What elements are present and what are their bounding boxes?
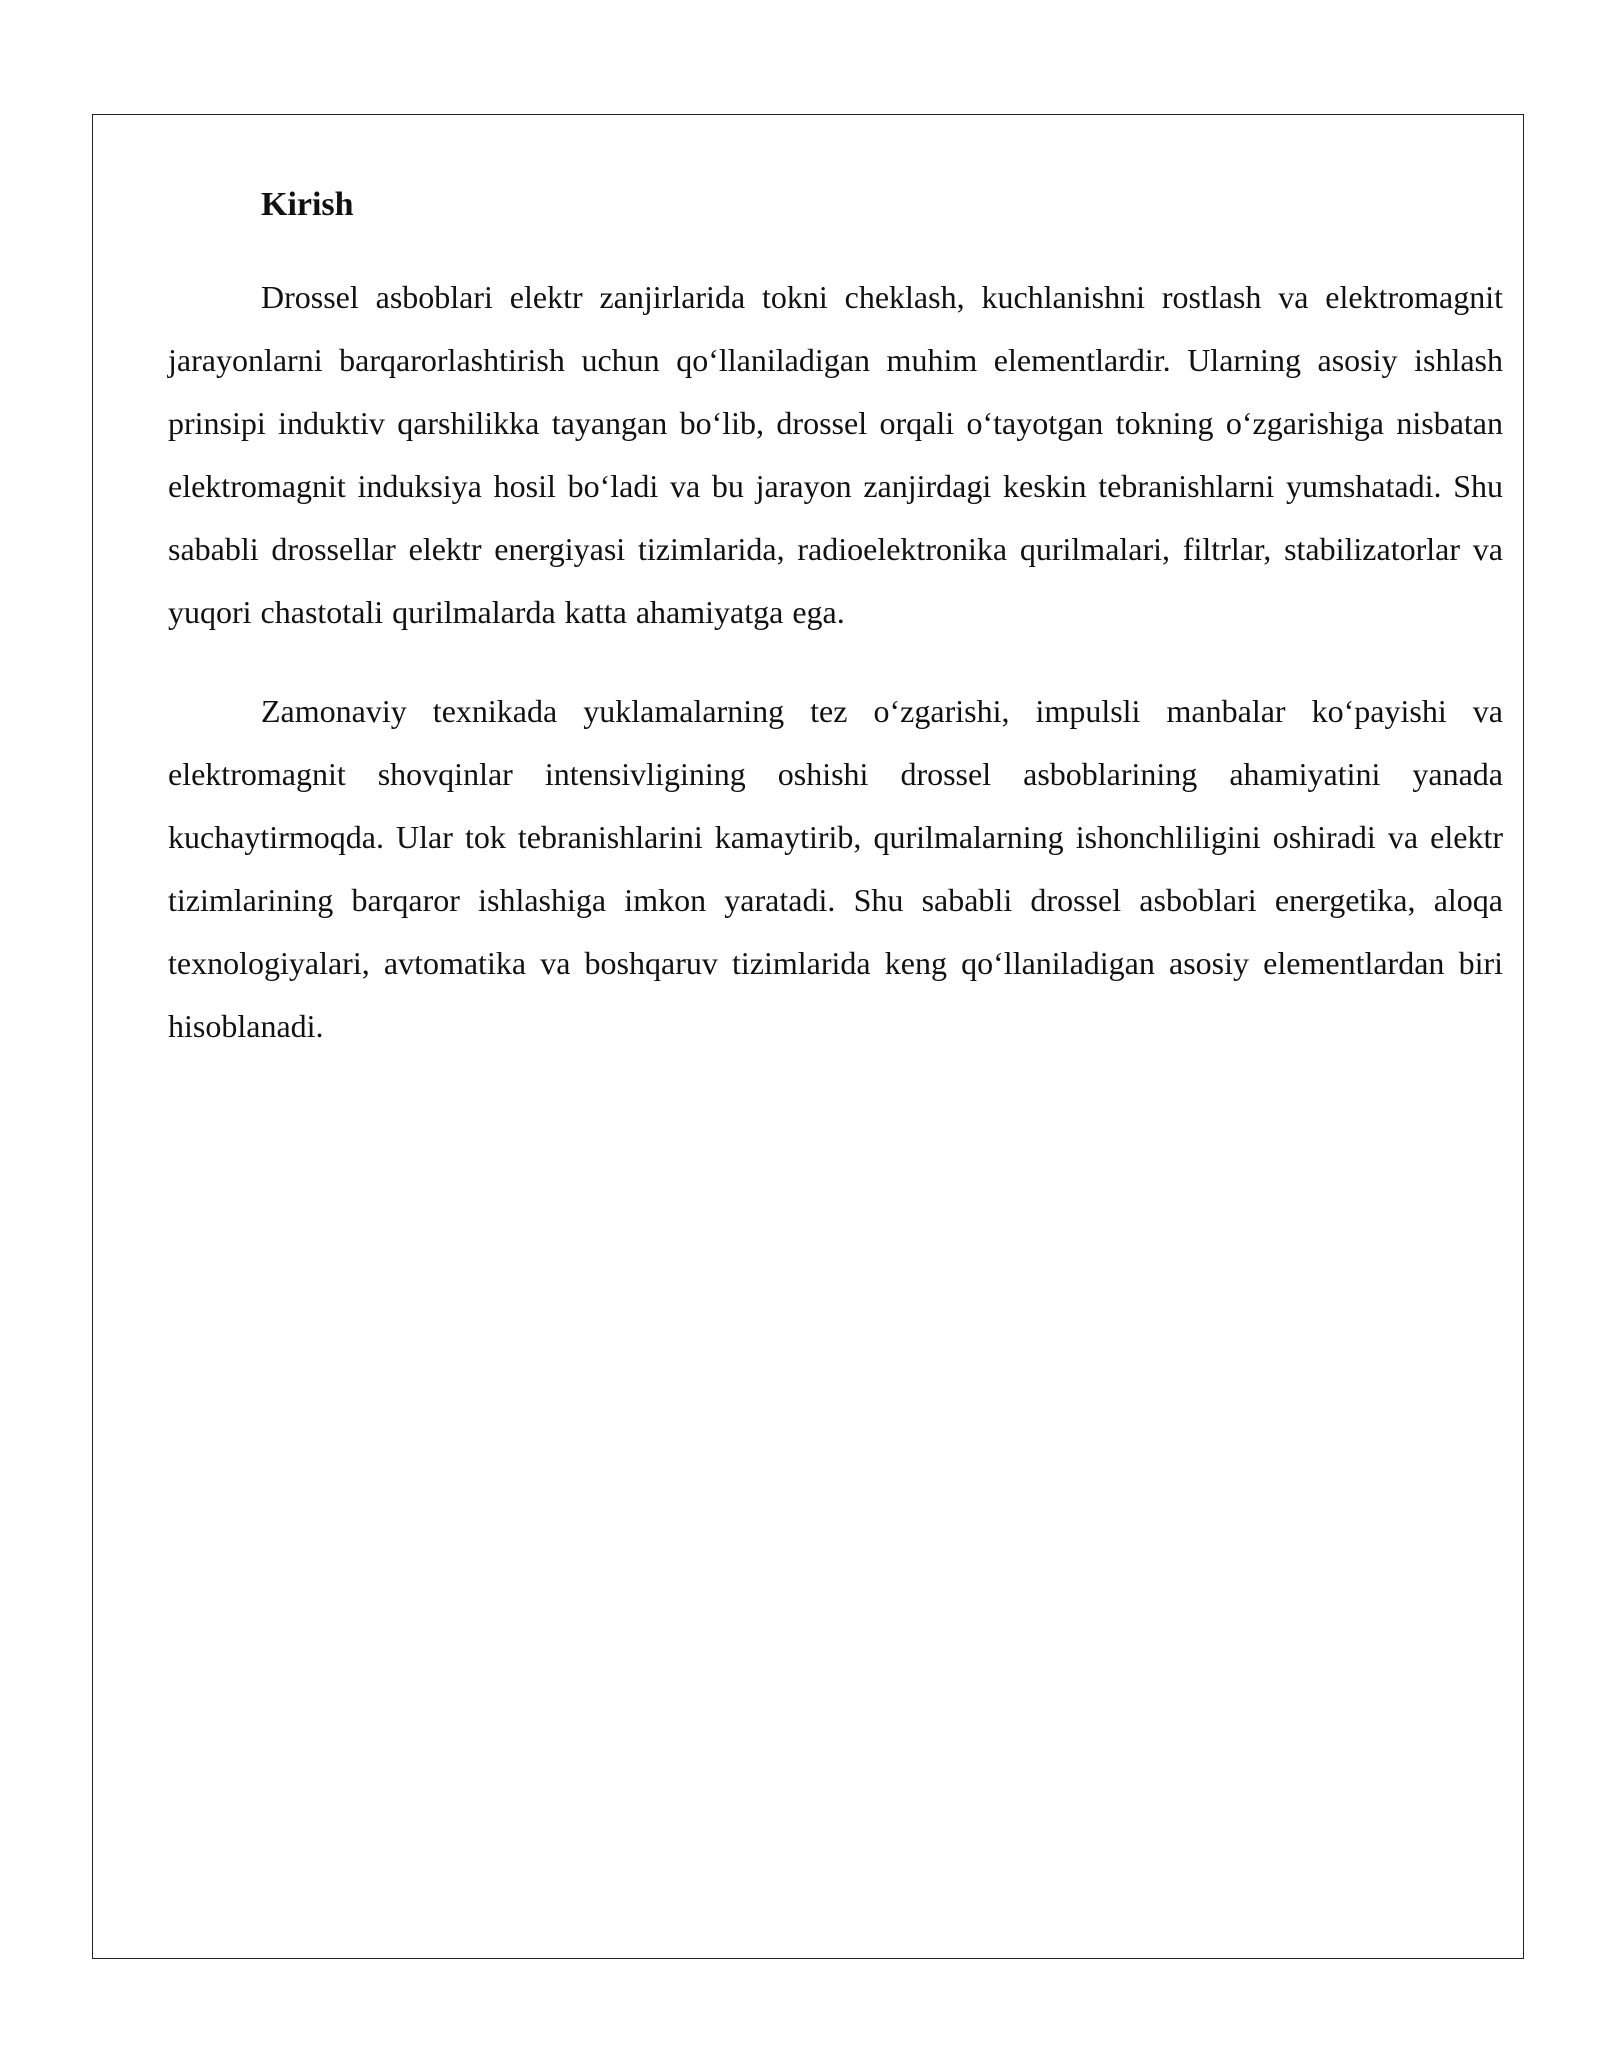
section-heading: Kirish (261, 186, 354, 223)
page-border (92, 114, 1524, 1959)
paragraph-1: Drossel asboblari elektr zanjirlarida tokni cheklash, kuchlanishni rostlash va elektromagnit jarayonlarni barqarorlashtirish uchun qo‘llaniladigan muhim elementlardir. Ularning asosiy ishlash prinsipi induktiv qarshilikka tayangan bo‘lib, drossel orqali o‘tayotgan tokning o‘zgarishiga nisbatan elektromagnit induksiya hosil bo‘ladi va bu jarayon zanjirdagi keskin tebranishlarni yumshatadi. Shu sababli drossellar elektr energiyasi tizimlarida, radioelektronika qurilmalari, filtrlar, stabilizatorlar va yuqori chastotali qurilmalarda katta ahamiyatga ega. (168, 279, 1503, 630)
paragraph-2: Zamonaviy texnikada yuklamalarning tez o‘zgarishi, impulsli manbalar ko‘payishi va elektromagnit shovqinlar intensivligining oshishi drossel asboblarining ahamiyatini yanada kuchaytirmoqda. Ular tok tebranishlarini kamaytirib, qurilmalarning ishonchliligini oshiradi va elektr tizimlarining barqaror ishlashiga imkon yaratadi. Shu sababli drossel asboblari energetika, aloqa texnologiyalari, avtomatika va boshqaruv tizimlarida keng qo‘llaniladigan asosiy elementlardan biri hisoblanadi. (168, 693, 1503, 1044)
document-body (168, 179, 1503, 1094)
